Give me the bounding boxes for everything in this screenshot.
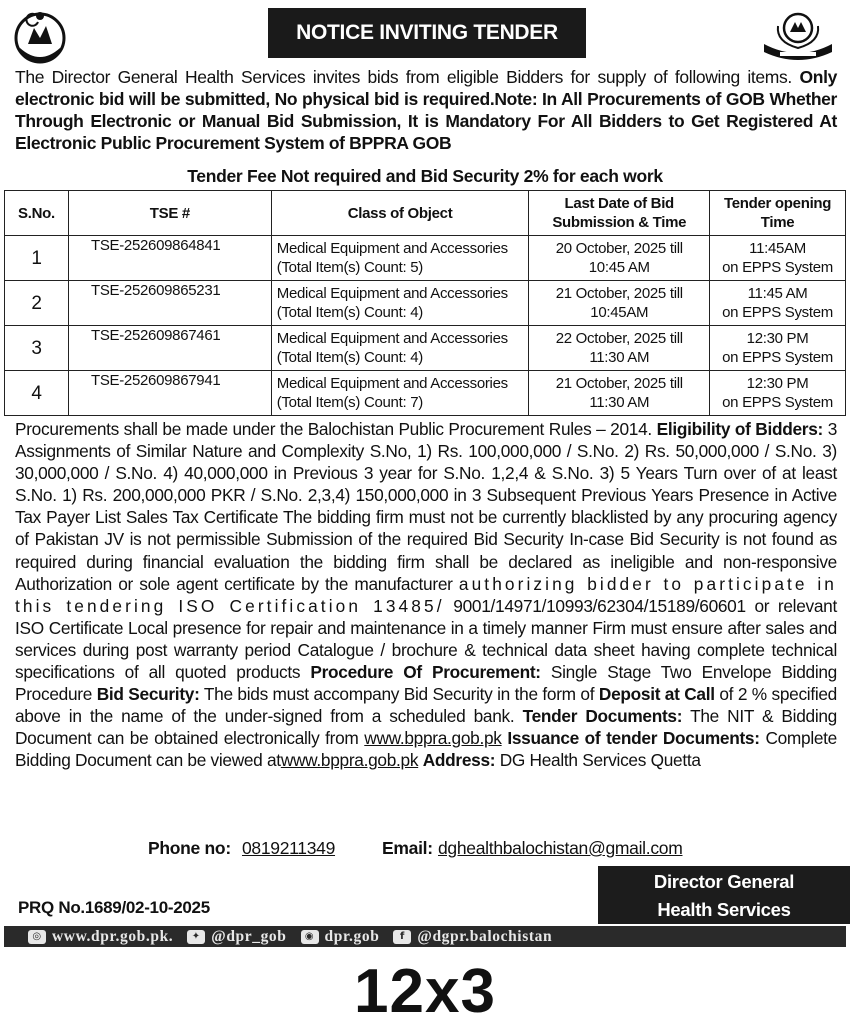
- issuance-label: Issuance of tender Documents:: [507, 728, 760, 749]
- globe-icon: ◎: [28, 930, 46, 944]
- bid-security-text: The bids must accompany Bid Security in the form of: [203, 684, 595, 705]
- row-time: 10:45AM: [590, 304, 649, 321]
- row-class: [271, 326, 529, 371]
- row-item-count: (Total Item(s) Count: 4): [276, 349, 423, 366]
- twitter-text: @dpr_gob: [211, 927, 287, 945]
- row-item-count: (Total Item(s) Count: 7): [276, 394, 423, 411]
- row-sno: 3: [5, 326, 69, 371]
- address-text: DG Health Services Quetta: [499, 750, 701, 771]
- row-open-time: 12:30 PM: [746, 330, 809, 347]
- tender-documents-text: The NIT & Bidding Document can be obtained electronically from: [15, 706, 837, 749]
- row-class: [271, 281, 529, 326]
- row-open-time: 11:45 AM: [747, 285, 808, 302]
- signature-line-1: Director General: [653, 871, 795, 892]
- tender-fee-line: Tender Fee Not required and Bid Security 2% for each work: [187, 166, 663, 186]
- row-open-time: 12:30 PM: [746, 375, 809, 392]
- row-class: [271, 371, 529, 416]
- row-class-name: Medical Equipment and Accessories: [276, 240, 508, 257]
- terms-paragraph: [15, 418, 837, 772]
- eligibility-label: Eligibility of Bidders:: [656, 419, 823, 439]
- row-last-date: [529, 281, 710, 326]
- signature-line-2: Health Services: [657, 899, 791, 920]
- intro-text: The Director General Health Services invites bids from eligible Bidders for supply of following items.: [15, 67, 792, 87]
- row-last-date: [529, 236, 710, 281]
- row-date: 21 October, 2025 till: [555, 285, 683, 302]
- bppra-link-2[interactable]: www.bppra.gob.pk: [280, 750, 419, 771]
- eligibility-text: 3 Assignments of Similar Nature and Complexity S.No, 1) Rs. 100,000,000 / S.No. 2) Rs. 50,000,000 / S.No. 3) 30,000,000 / S.No. 4) 40,000,000 in Previous 3 year for S.No. 1,2,4 & S.No. 3) 5 Years Turn over of at least S.No. 1) Rs. 200,000,000 PKR / S.No. 2,3,4) 150,000,000 in 3 Subsequent Previous Years Presence in Active Tax Payer List Sales Tax Certificate The bidding firm must not be currently blacklisted by any procuring agency of Pakistan JV is not permissible Submission of the required Bid Security In-case Bid Security is not found as required during financial evaluation the bidding firm shall be declared as ineligible and non-responsive Authorization or sole agent certificate by the manufacturer: [15, 419, 837, 594]
- row-opening: [710, 326, 846, 371]
- footer-twitter[interactable]: [187, 928, 286, 946]
- row-item-count: (Total Item(s) Count: 4): [276, 304, 423, 321]
- tender-documents-label: Tender Documents:: [522, 706, 683, 727]
- row-time: 10:45 AM: [588, 259, 650, 276]
- tender-table: [4, 190, 846, 416]
- row-class-name: Medical Equipment and Accessories: [276, 285, 508, 302]
- row-tse: TSE-252609864841: [68, 236, 271, 281]
- authorization-text: authorizing bidder to participate in this tendering ISO Certification 13485/: [15, 573, 837, 616]
- phone-number[interactable]: 0819211349: [242, 838, 336, 858]
- twitter-icon: ✦: [187, 930, 205, 944]
- issuance-text: Complete Bidding Document can be viewed at: [15, 728, 837, 771]
- instagram-text: dpr.gob: [324, 927, 380, 945]
- website-text: www.dpr.gob.pk.: [52, 927, 174, 945]
- facebook-text: @dgpr.balochistan: [417, 927, 553, 945]
- email-link[interactable]: dghealthbalochistan@gmail.com: [438, 838, 683, 858]
- row-open-place: on EPPS System: [722, 304, 833, 321]
- header-tse: TSE #: [68, 191, 271, 236]
- row-last-date: [529, 326, 710, 371]
- row-open-place: on EPPS System: [722, 259, 833, 276]
- footer-edge-left: [4, 926, 28, 947]
- row-sno: 2: [5, 281, 69, 326]
- row-sno: 4: [5, 371, 69, 416]
- row-opening: [710, 371, 846, 416]
- balochistan-emblem-logo: [12, 8, 68, 64]
- bppra-link[interactable]: www.bppra.gob.pk: [364, 728, 502, 749]
- procedure-label: Procedure Of Procurement:: [310, 662, 541, 683]
- ad-size-label: 12x3: [354, 957, 496, 1026]
- footer-instagram[interactable]: [301, 928, 380, 946]
- row-open-place: on EPPS System: [722, 349, 833, 366]
- row-opening: [710, 281, 846, 326]
- signature-box: [598, 866, 850, 924]
- row-class-name: Medical Equipment and Accessories: [276, 330, 508, 347]
- intro-bold-text: Only electronic bid will be submitted, No physical bid is required.Note: In All Procurements of GOB Whether Through Electronic or Manual Bid Submission, It is Mandatory For All Bidders to Get Registered At Electronic Public Procurement System of BPPRA GOB: [15, 67, 837, 153]
- table-row: [5, 236, 846, 281]
- table-row: [5, 326, 846, 371]
- email-label: Email:: [382, 838, 433, 858]
- header-last-date: Last Date of Bid Submission & Time: [529, 191, 710, 236]
- phone-label: Phone no:: [148, 838, 231, 858]
- row-tse: TSE-252609867941: [68, 371, 271, 416]
- bid-security-text-2: of 2 % specified above in the name of the under-signed from a scheduled bank.: [15, 684, 837, 727]
- deposit-at-call: Deposit at Call: [598, 684, 715, 705]
- bid-security-label: Bid Security:: [96, 684, 200, 705]
- table-row: [5, 371, 846, 416]
- row-last-date: [529, 371, 710, 416]
- table-header-row: [5, 191, 846, 236]
- rules-text: Procurements shall be made under the Balochistan Public Procurement Rules – 2014.: [15, 419, 652, 439]
- row-tse: TSE-252609867461: [68, 326, 271, 371]
- row-item-count: (Total Item(s) Count: 5): [276, 259, 423, 276]
- row-time: 11:30 AM: [589, 394, 650, 411]
- footer-facebook[interactable]: [393, 928, 552, 946]
- health-department-logo: [758, 8, 838, 64]
- notice-title: NOTICE INVITING TENDER: [268, 8, 586, 58]
- row-opening: [710, 236, 846, 281]
- footer-social-bar: [28, 926, 836, 947]
- header-sno: S.No.: [5, 191, 69, 236]
- row-date: 20 October, 2025 till: [555, 240, 683, 257]
- row-tse: TSE-252609865231: [68, 281, 271, 326]
- row-class-name: Medical Equipment and Accessories: [276, 375, 508, 392]
- header-opening-time: Tender opening Time: [710, 191, 846, 236]
- iso-text: 9001/14971/10993/62304/15189/60601 or relevant ISO Certificate Local presence for repair and maintenance in a timely manner Firm must ensure after sales and services during post warranty period Catalogue / brochure & technical data sheet having complete technical specifications of all quoted products: [15, 595, 837, 683]
- footer-edge-right: [836, 926, 846, 947]
- intro-paragraph: [15, 66, 837, 154]
- row-sno: 1: [5, 236, 69, 281]
- row-date: 22 October, 2025 till: [555, 330, 683, 347]
- footer-website[interactable]: [28, 928, 173, 946]
- row-open-time: 11:45AM: [749, 240, 806, 257]
- row-date: 21 October, 2025 till: [555, 375, 683, 392]
- table-row: [5, 281, 846, 326]
- instagram-icon: ◉: [301, 930, 319, 944]
- facebook-icon: f: [393, 930, 411, 944]
- row-time: 11:30 AM: [589, 349, 650, 366]
- row-class: [271, 236, 529, 281]
- header-class: Class of Object: [271, 191, 529, 236]
- procedure-text: Single Stage Two Envelope Bidding Procedure: [15, 662, 837, 705]
- prq-number: PRQ No.1689/02-10-2025: [18, 898, 210, 917]
- address-label: Address:: [422, 750, 496, 771]
- row-open-place: on EPPS System: [722, 394, 833, 411]
